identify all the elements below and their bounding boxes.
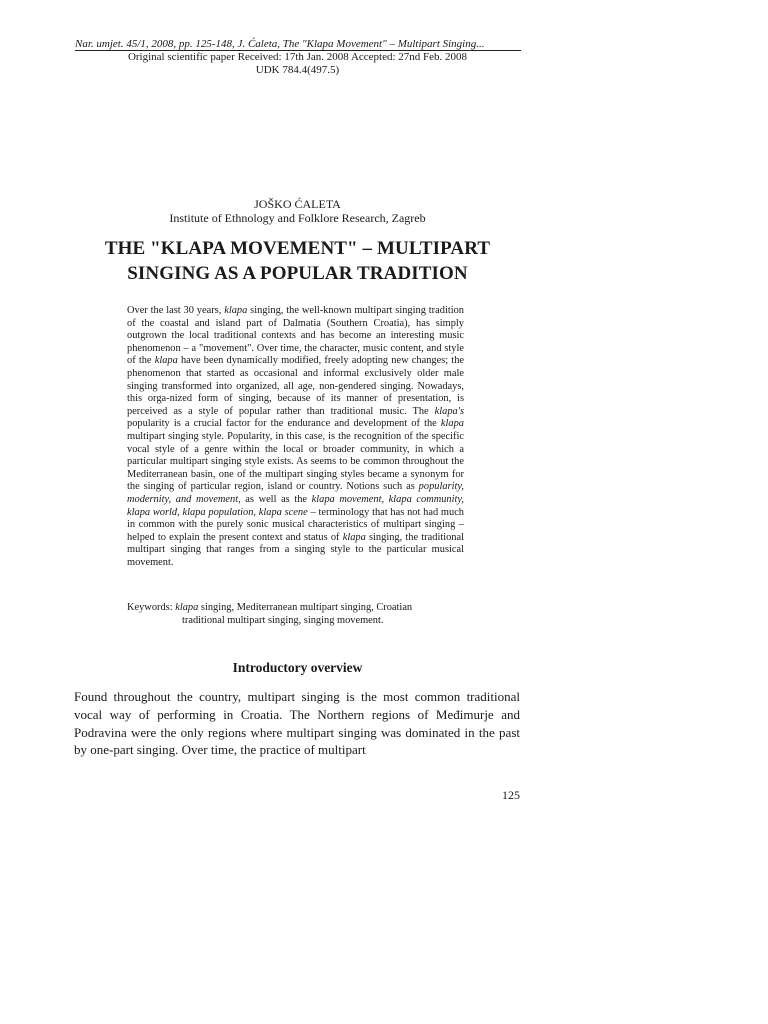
abstract-emphasis: klapa: [154, 355, 178, 367]
abstract-emphasis: klapa movement, klapa community, klapa world, klapa population, klapa scene: [127, 493, 464, 518]
abstract-emphasis: klapa: [342, 531, 366, 543]
author-name: JOŠKO ĆALETA: [254, 197, 341, 211]
keywords: [127, 601, 464, 627]
abstract-text: singing, the traditional multipart singing that ranges from a singing style to the particular musical movement.: [127, 531, 464, 568]
abstract-text: as well as the: [240, 493, 312, 505]
keyword-emphasis: klapa: [175, 602, 199, 613]
page-number: 125: [502, 788, 520, 802]
abstract-emphasis: klapa: [440, 418, 464, 430]
abstract-emphasis: klapa's: [434, 405, 464, 417]
article-metadata: [75, 51, 520, 77]
submission-dates: Original scientific paper Received: 17th Jan. 2008 Accepted: 27nd Feb. 2008: [127, 51, 468, 63]
body-text: [74, 688, 520, 759]
abstract-text: singing, the well-known multipart singing tradition of the coastal and island part of Dalmatia (Southern Croatia), has simply outgrown the local traditional contexts and has become an interesting music phenomenon – a "movement". Over time, the character, music content, and style of the: [127, 305, 464, 367]
abstract-paragraph: [127, 305, 464, 569]
abstract-text: – terminology that has not had much in common with the purely sonic musical characteristics of multipart singing – helped to explain the present context and status of: [127, 506, 465, 543]
abstract-emphasis: klapa: [224, 305, 248, 316]
title-line-1: THE "KLAPA MOVEMENT" – MULTIPART: [104, 238, 491, 259]
keywords-continuation: traditional multipart singing, singing movement.: [182, 615, 384, 626]
keywords-label: Keywords:: [127, 602, 176, 613]
abstract-text: popularity is a crucial factor for the endurance and development of the: [127, 418, 441, 430]
keywords-text: singing, Mediterranean multipart singing, Croatian: [198, 602, 413, 613]
journal-citation: Nar. umjet. 45/1, 2008, pp. 125-148, J. Ćaleta, The "Klapa Movement" – Multipart Singing...: [75, 38, 485, 50]
title-line-2: SINGING AS A POPULAR TRADITION: [127, 263, 468, 284]
abstract: [127, 305, 464, 569]
abstract-text: have been dynamically modified, freely adopting new changes; the phenomenon that started as occasional and informal exclusively older male singing transformed into organized, all age, non-gendered singing. Nowadays, this orga-nized form of singing, because of its manner of presentation, is perceived as a style of popular rather than traditional music. The: [127, 355, 464, 417]
abstract-text: Over the last 30 years,: [127, 305, 225, 316]
udk-code: UDK 784.4(497.5): [255, 64, 340, 76]
body-paragraph: Found throughout the country, multipart singing is the most common traditional vocal way of performing in Croatia. The Northern regions of Međimurje and Podravina were the only regions where multipart singing was dominated in the past by one-part singing. Over time, the practice of multipart: [74, 689, 520, 758]
author-affiliation: Institute of Ethnology and Folklore Research, Zagreb: [169, 211, 426, 225]
section-heading: Introductory overview: [232, 660, 363, 675]
abstract-text: multipart singing style. Popularity, in this case, is the recognition of the specific vocal style of a genre within the local or broader community, in which a particular multipart singing style exists. As seems to be common throughout the Mediterranean basin, one of the multipart singing styles became a synonym for the singing of particular region, island or country. Notions such as: [127, 430, 464, 493]
paper-title: [75, 236, 520, 286]
abstract-emphasis: popularity, modernity, and movement,: [127, 481, 464, 505]
